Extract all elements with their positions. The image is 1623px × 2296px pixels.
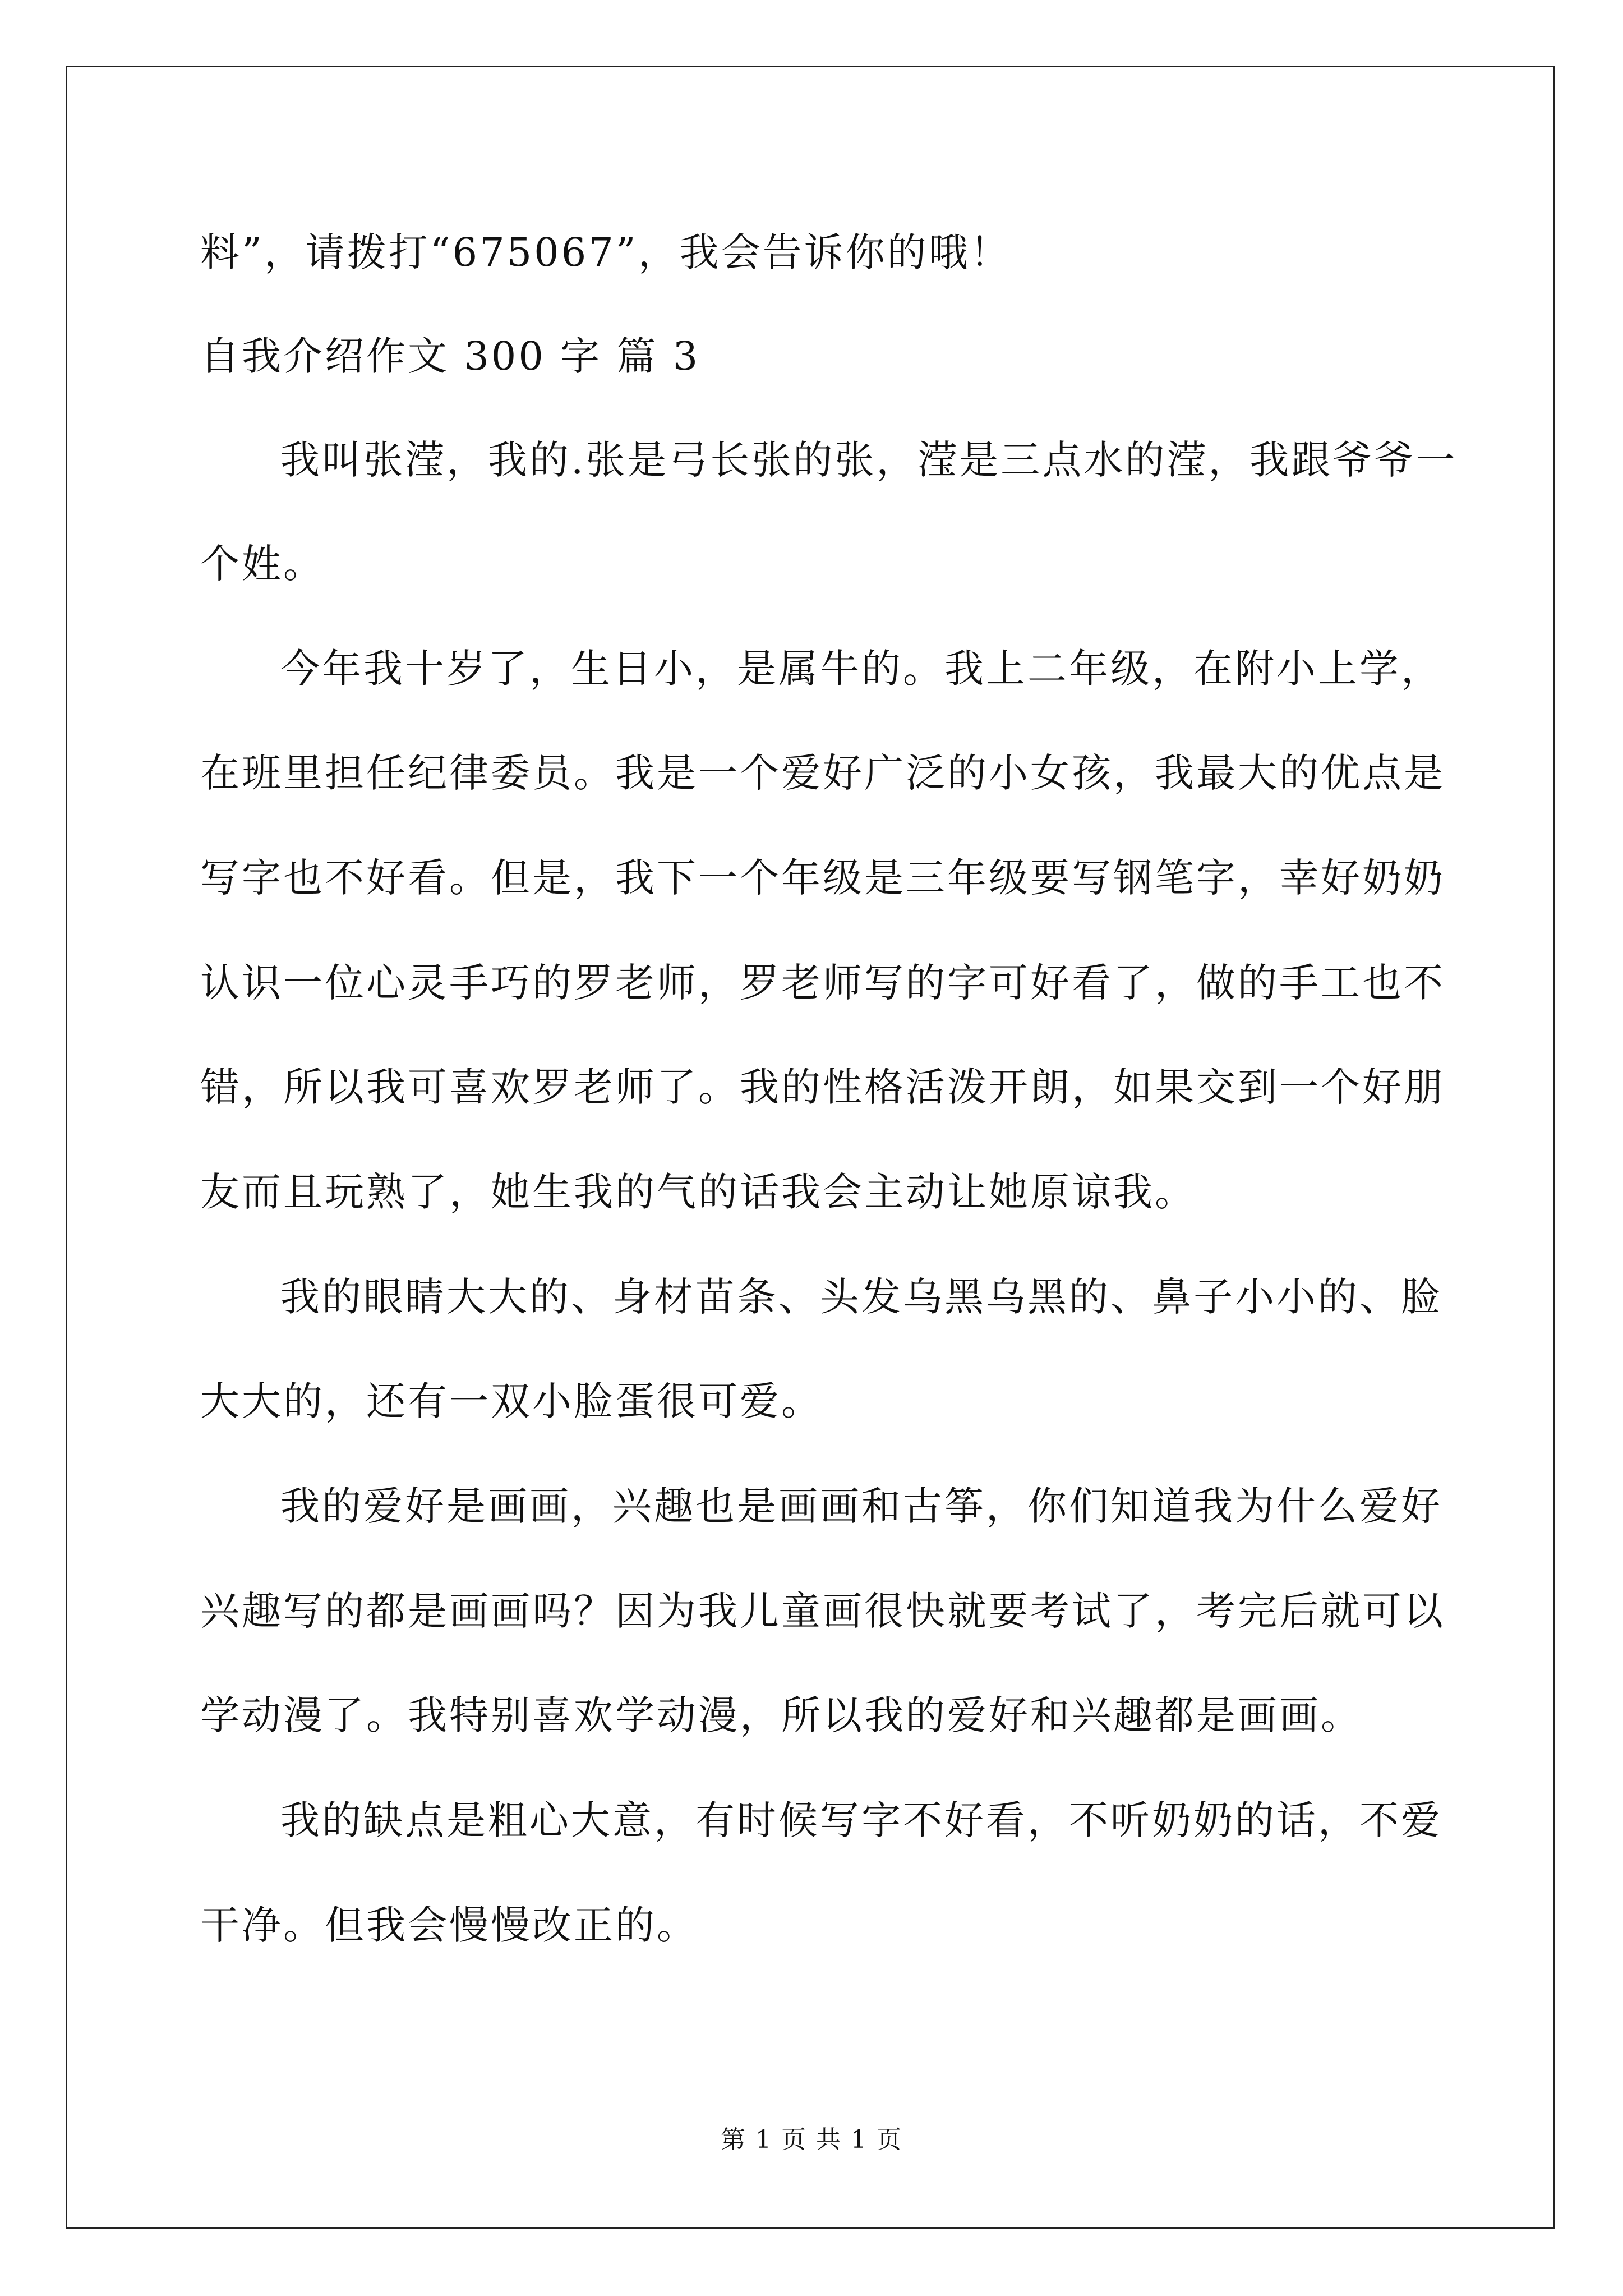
text-line: 我的爱好是画画，兴趣也是画画和古筝，你们知道我为什么爱好	[280, 1483, 1442, 1529]
text-line-continuation: 料”，请拨打“675067”，我会告诉你的哦！	[200, 229, 1012, 275]
text-line: 学动漫了。我特别喜欢学动漫，所以我的爱好和兴趣都是画画。	[200, 1692, 1362, 1738]
text-line: 在班里担任纪律委员。我是一个爱好广泛的小女孩，我最大的优点是	[200, 750, 1445, 796]
text-line: 友而且玩熟了，她生我的气的话我会主动让她原谅我。	[200, 1169, 1196, 1215]
page-number-footer: 第 1 页 共 1 页	[721, 2125, 902, 2154]
text-line: 我叫张滢，我的.张是弓长张的张，滢是三点水的滢，我跟爷爷一	[280, 437, 1458, 483]
text-line: 我的缺点是粗心大意，有时候写字不好看，不听奶奶的话，不爱	[280, 1797, 1442, 1843]
section-heading: 自我介绍作文 300 字 篇 3	[200, 333, 700, 379]
text-line: 干净。但我会慢慢改正的。	[200, 1902, 698, 1948]
text-line: 写字也不好看。但是，我下一个年级是三年级要写钢笔字，幸好奶奶	[200, 855, 1445, 901]
text-line: 认识一位心灵手巧的罗老师，罗老师写的字可好看了，做的手工也不	[200, 960, 1445, 1006]
text-line: 兴趣写的都是画画吗？因为我儿童画很快就要考试了，考完后就可以	[200, 1588, 1445, 1634]
text-line: 错，所以我可喜欢罗老师了。我的性格活泼开朗，如果交到一个好朋	[200, 1064, 1445, 1110]
text-line: 我的眼睛大大的、身材苗条、头发乌黑乌黑的、鼻子小小的、脸	[280, 1274, 1442, 1320]
text-line: 大大的，还有一双小脸蛋很可爱。	[200, 1378, 823, 1424]
text-line: 今年我十岁了，生日小，是属牛的。我上二年级，在附小上学，	[280, 646, 1442, 692]
text-line: 个姓。	[200, 541, 325, 587]
